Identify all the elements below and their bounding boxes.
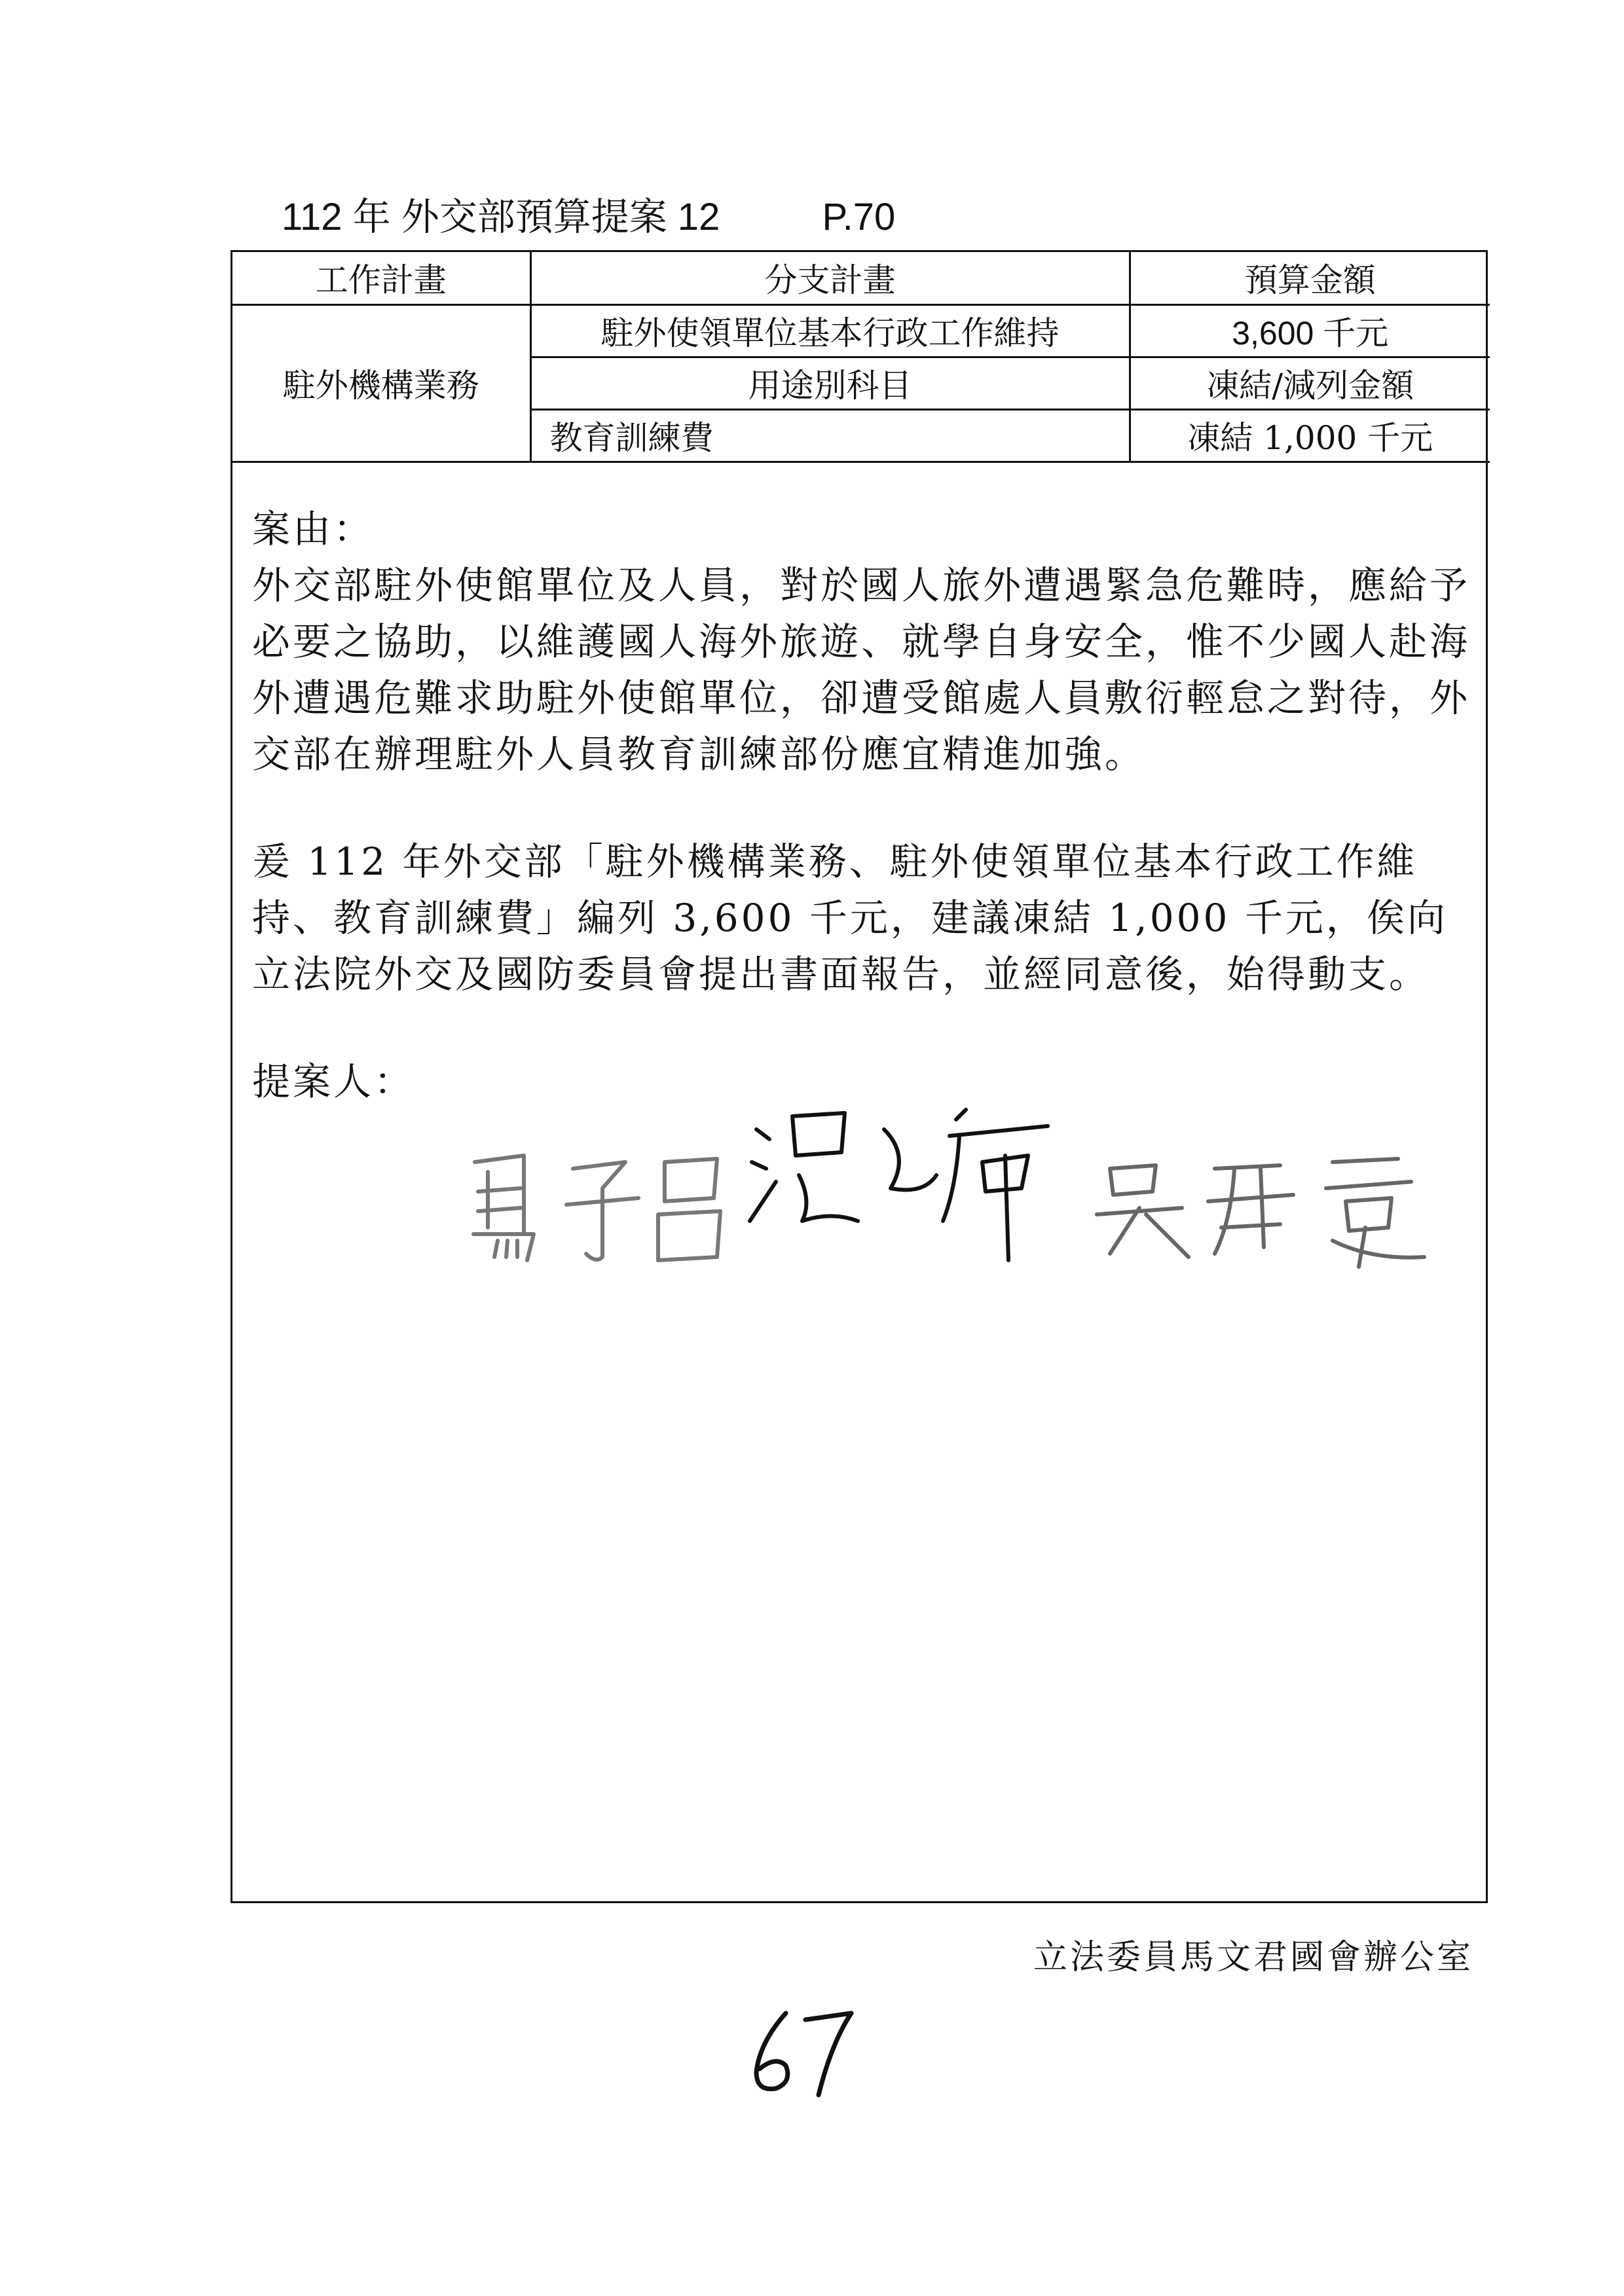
- work-plan-cell: 駐外機構業務: [232, 304, 530, 462]
- header-work-plan: 工作計畫: [232, 252, 530, 304]
- header-budget: 預算金額: [1130, 252, 1490, 304]
- handwritten-page-number: [740, 2003, 858, 2102]
- resolution-paragraph: 爰 112 年外交部「駐外機構業務、駐外使領單位基本行政工作維持、教育訓練費」編列 3,600 千元，建議凍結 1,000 千元，俟向立法院外交及國防委員會提出書面報告，並經同意後，始得動支。: [252, 839, 1448, 996]
- table-row: [232, 304, 1490, 357]
- proposal-form: [231, 250, 1488, 1903]
- usage-cell: 教育訓練費: [530, 409, 1130, 462]
- proposer-label: 提案人：: [252, 1059, 415, 1104]
- reason-label: 案由：: [252, 507, 375, 551]
- header-freeze-cut: 凍結/減列金額: [1130, 357, 1490, 409]
- budget-amount-cell: 3,600 千元: [1130, 304, 1490, 357]
- signature-area: [462, 1090, 1509, 1483]
- proposal-body: [252, 501, 1477, 1110]
- budget-table: [232, 252, 1490, 463]
- signature-wen-yu-hsia: [740, 1090, 1080, 1273]
- office-footer: 立法委員馬文君國會辦公室: [1033, 1938, 1473, 1977]
- proposal-title: 112 年 外交部預算提案 12: [282, 196, 720, 238]
- sub-plan-cell: 駐外使領單位基本行政工作維持: [530, 304, 1130, 357]
- table-header-row: [232, 252, 1490, 304]
- header-usage: 用途別科目: [530, 357, 1130, 409]
- signature-wu-szu-huai: [1084, 1142, 1450, 1273]
- page-header: [282, 191, 895, 244]
- header-sub-plan: 分支計畫: [530, 252, 1130, 304]
- signature-ma-wen-chun: [462, 1136, 737, 1273]
- reason-paragraph: 外交部駐外使館單位及人員，對於國人旅外遭遇緊急危難時，應給予必要之協助，以維護國人海外旅遊、就學自身安全，惟不少國人赴海外遭遇危難求助駐外使館單位，卻遭受館處人員敷衍輕怠之對待，外交部在辦理駐外人員教育訓練部份應宜精進加強。: [252, 563, 1471, 776]
- page-reference: P.70: [822, 196, 896, 238]
- freeze-amount-cell: 凍結 1,000 千元: [1130, 409, 1490, 462]
